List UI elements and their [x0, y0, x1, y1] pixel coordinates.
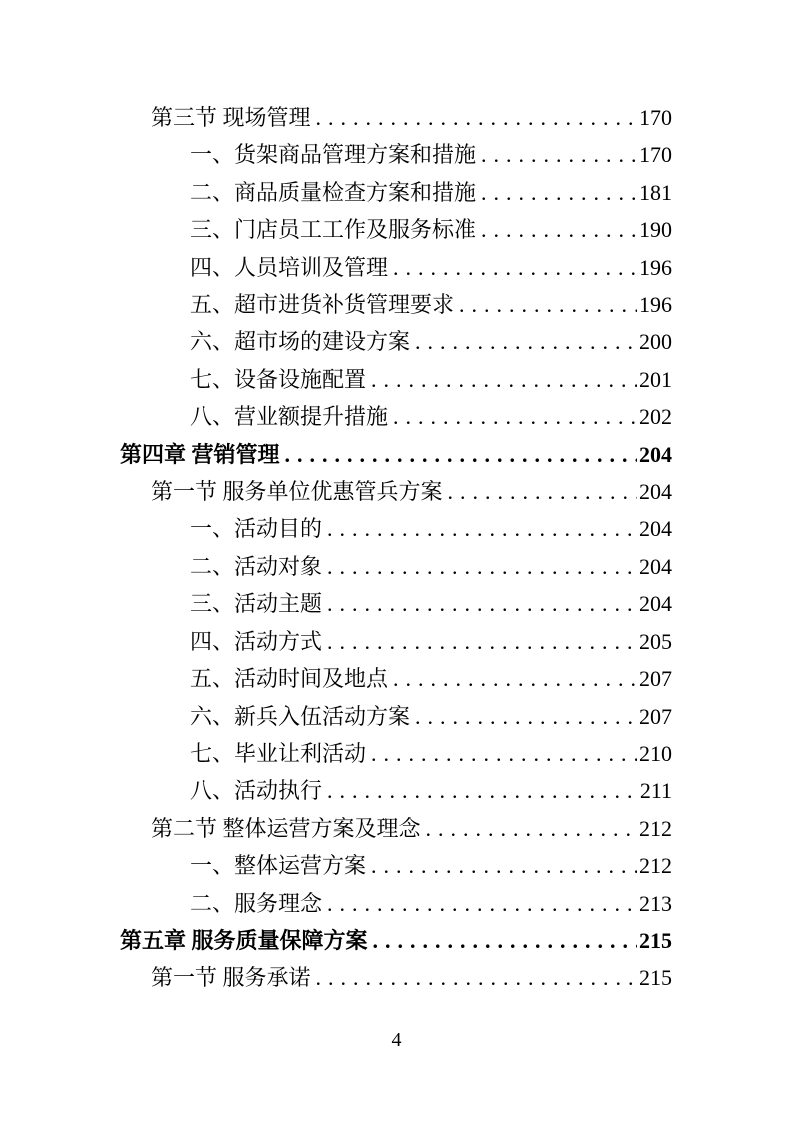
toc-entry[interactable] [190, 361, 672, 398]
toc-leader-dots [415, 323, 637, 360]
toc-entry-page: 204 [639, 441, 672, 467]
toc-entry[interactable] [190, 885, 672, 922]
toc-leader-dots [371, 361, 637, 398]
toc-entry[interactable] [190, 510, 672, 547]
toc-entry-label: 第二节 整体运营方案及理念 [151, 815, 421, 841]
toc-entry[interactable] [190, 698, 672, 735]
toc-leader-dots [393, 249, 637, 286]
toc-list [0, 99, 793, 997]
toc-leader-dots [327, 510, 637, 547]
toc-entry-label: 五、活动时间及地点 [190, 666, 389, 692]
toc-entry[interactable] [190, 398, 672, 435]
toc-leader-dots [448, 473, 637, 510]
page-footer [0, 1026, 793, 1054]
toc-entry-page: 181 [639, 179, 672, 205]
toc-entry-page: 170 [639, 105, 672, 130]
toc-entry-page: 204 [639, 516, 672, 542]
toc-entry-page: 202 [639, 404, 672, 430]
toc-entry-page: 204 [639, 553, 672, 579]
toc-leader-dots [327, 585, 637, 622]
toc-entry-label: 一、整体运营方案 [190, 853, 367, 879]
toc-entry-label: 二、商品质量检查方案和措施 [190, 179, 477, 205]
toc-leader-dots [459, 286, 637, 323]
toc-entry-page: 201 [639, 366, 672, 392]
toc-entry[interactable] [190, 548, 672, 585]
toc-leader-dots [371, 847, 637, 884]
toc-entry[interactable] [120, 922, 672, 959]
toc-entry[interactable] [190, 249, 672, 286]
toc-entry-label: 第五章 服务质量保障方案 [120, 927, 368, 953]
toc-entry-label: 二、服务理念 [190, 890, 323, 916]
toc-leader-dots [327, 548, 637, 585]
toc-entry[interactable] [151, 810, 672, 847]
toc-entry[interactable] [190, 286, 672, 323]
toc-entry-page: 211 [639, 778, 672, 804]
toc-entry[interactable] [190, 623, 672, 660]
toc-entry-page: 207 [639, 666, 672, 692]
toc-entry-page: 200 [639, 329, 672, 355]
toc-leader-dots [285, 436, 637, 473]
toc-entry[interactable] [190, 847, 672, 884]
toc-entry-page: 215 [639, 965, 672, 991]
toc-leader-dots [481, 211, 637, 248]
toc-entry-label: 第一节 服务单位优惠管兵方案 [151, 479, 443, 505]
page-number: 4 [391, 1029, 402, 1051]
toc-entry[interactable] [190, 735, 672, 772]
toc-entry-page: 207 [639, 703, 672, 729]
toc-entry[interactable] [190, 211, 672, 248]
toc-entry-label: 第一节 服务承诺 [151, 965, 311, 991]
toc-leader-dots [481, 174, 637, 211]
toc-entry-label: 七、毕业让利活动 [190, 740, 367, 766]
toc-leader-dots [393, 660, 637, 697]
toc-entry[interactable] [190, 772, 672, 809]
toc-entry-label: 五、超市进货补货管理要求 [190, 292, 455, 318]
toc-leader-dots [371, 735, 637, 772]
toc-entry-page: 204 [639, 591, 672, 617]
toc-entry-label: 六、新兵入伍活动方案 [190, 703, 411, 729]
toc-entry-page: 170 [639, 142, 672, 168]
toc-leader-dots [316, 959, 637, 996]
toc-leader-dots [393, 398, 637, 435]
toc-entry-label: 六、超市场的建设方案 [190, 329, 411, 355]
toc-leader-dots [327, 885, 637, 922]
toc-entry[interactable] [190, 174, 672, 211]
toc-entry-page: 212 [639, 853, 672, 879]
toc-leader-dots [327, 772, 638, 809]
toc-leader-dots [316, 99, 637, 136]
toc-entry-label: 四、活动方式 [190, 628, 323, 654]
toc-entry-page: 196 [639, 292, 672, 318]
toc-entry-page: 215 [639, 927, 672, 953]
toc-leader-dots [426, 810, 637, 847]
toc-entry[interactable] [190, 323, 672, 360]
toc-entry-label: 第四章 营销管理 [120, 441, 280, 467]
toc-entry-page: 190 [639, 217, 672, 243]
toc-entry-page: 213 [639, 890, 672, 916]
toc-leader-dots [373, 922, 637, 959]
toc-entry-label: 三、活动主题 [190, 591, 323, 617]
toc-entry-label: 八、营业额提升措施 [190, 404, 389, 430]
toc-entry[interactable] [120, 436, 672, 473]
toc-entry[interactable] [151, 959, 672, 996]
toc-entry-page: 196 [639, 254, 672, 280]
toc-entry[interactable] [151, 99, 672, 136]
toc-entry[interactable] [190, 660, 672, 697]
toc-leader-dots [415, 698, 637, 735]
toc-entry-label: 三、门店员工工作及服务标准 [190, 217, 477, 243]
toc-entry-page: 212 [639, 815, 672, 841]
toc-leader-dots [481, 136, 637, 173]
toc-entry-label: 一、活动目的 [190, 516, 323, 542]
toc-entry-page: 210 [639, 740, 672, 766]
toc-entry[interactable] [190, 585, 672, 622]
toc-entry-label: 四、人员培训及管理 [190, 254, 389, 280]
toc-entry-page: 204 [639, 479, 672, 505]
toc-entry-label: 二、活动对象 [190, 553, 323, 579]
toc-leader-dots [327, 623, 637, 660]
toc-entry-label: 第三节 现场管理 [151, 105, 311, 130]
toc-entry-label: 八、活动执行 [190, 778, 323, 804]
toc-entry-page: 205 [639, 628, 672, 654]
toc-entry[interactable] [190, 136, 672, 173]
toc-entry[interactable] [151, 473, 672, 510]
toc-entry-label: 一、货架商品管理方案和措施 [190, 142, 477, 168]
toc-entry-label: 七、设备设施配置 [190, 366, 367, 392]
